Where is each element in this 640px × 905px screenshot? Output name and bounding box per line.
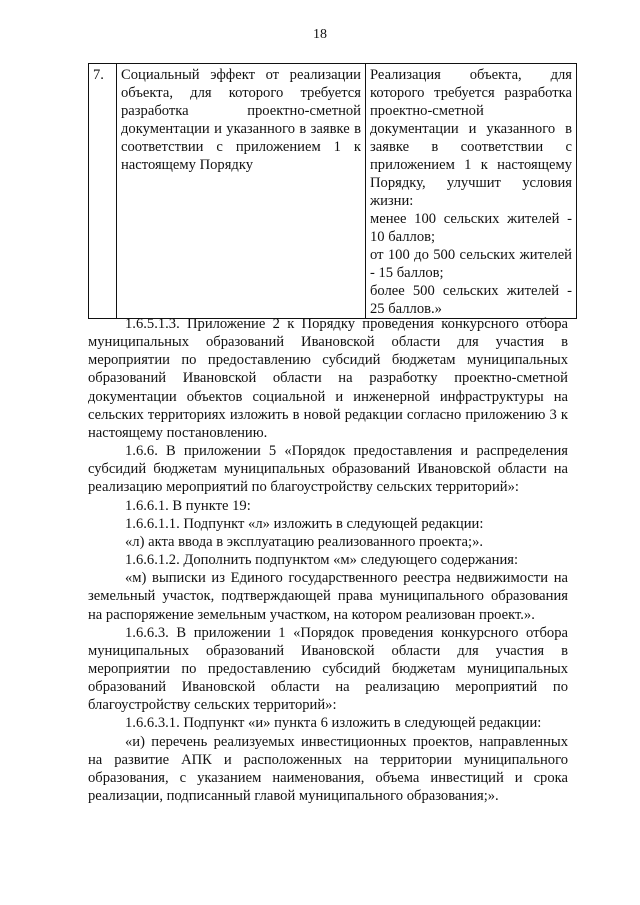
scoring-tier-mid: от 100 до 500 сельских жителей - 15 баллов; [370, 247, 572, 281]
scoring-tier-high: более 500 сельских жителей - 25 баллов.» [370, 283, 572, 317]
row-number: 7. [89, 64, 117, 319]
paragraph-subitem-i: «и) перечень реализуемых инвестиционных проектов, направленных на развитие АПК и расположенных на территории муниципального образования, с указанием наименования, объема инвестиций и срока реализации, подписанный главой муниципального образования;». [88, 733, 568, 805]
paragraph-1-6-6-3: 1.6.6.3. В приложении 1 «Порядок проведения конкурсного отбора муниципальных образований Ивановской области для участия в мероприятии по предоставлению субсидий бюджетам муниципальных образований Ивановской области на реализацию мероприятий по благоустройству сельских территорий»: [88, 624, 568, 714]
paragraph-subitem-m: «м) выписки из Единого государственного реестра недвижимости на земельный участок, подтверждающей права муниципального образования на распоряжение земельным участком, на котором реализован проект.». [88, 570, 568, 623]
criterion-cell: Социальный эффект от реализации объекта, для которого требуется разработка проектно-сметной документации и указанного в заявке в соответствии с приложением 1 к настоящему Порядку [117, 64, 366, 319]
paragraph-1-6-6: 1.6.6. В приложении 5 «Порядок предоставления и распределения субсидий бюджетам муниципальных образований Ивановской области на реализацию мероприятий по благоустройству сельских территорий»: [88, 443, 568, 496]
paragraph-1-6-6-1: 1.6.6.1. В пункте 19: [125, 497, 251, 514]
paragraph-1-6-5-1-3: 1.6.5.1.3. Приложение 2 к Порядку проведения конкурсного отбора муниципальных образований Ивановской области для участия в мероприятии по предоставлению субсидий бюджетам муниципальных образований Ивановской области на разработку проектно-сметной документации объектов социальной и инженерной инфраструктуры на сельских территориях изложить в новой редакции согласно приложению 3 к настоящему постановлению. [88, 316, 568, 441]
paragraph-1-6-6-1-1: 1.6.6.1.1. Подпункт «л» изложить в следующей редакции: [125, 515, 484, 532]
paragraph-1-6-6-3-1: 1.6.6.3.1. Подпункт «и» пункта 6 изложить в следующей редакции: [125, 715, 542, 732]
paragraph-1-6-6-1-2: 1.6.6.1.2. Дополнить подпунктом «м» следующего содержания: [125, 552, 519, 569]
page-number: 18 [313, 27, 327, 42]
criteria-table [88, 63, 577, 319]
scoring-cell [366, 64, 577, 319]
scoring-intro: Реализация объекта, для которого требуется разработка проектно-сметной документации и указанного в заявке в соответствии с приложением 1 к настоящему Порядку, улучшит условия жизни: [370, 67, 572, 209]
document-body [88, 315, 568, 805]
scoring-tier-low: менее 100 сельских жителей - 10 баллов; [370, 211, 572, 245]
table-row [89, 64, 577, 319]
paragraph-subitem-l: «л) акта ввода в эксплуатацию реализованного проекта;». [125, 533, 484, 550]
